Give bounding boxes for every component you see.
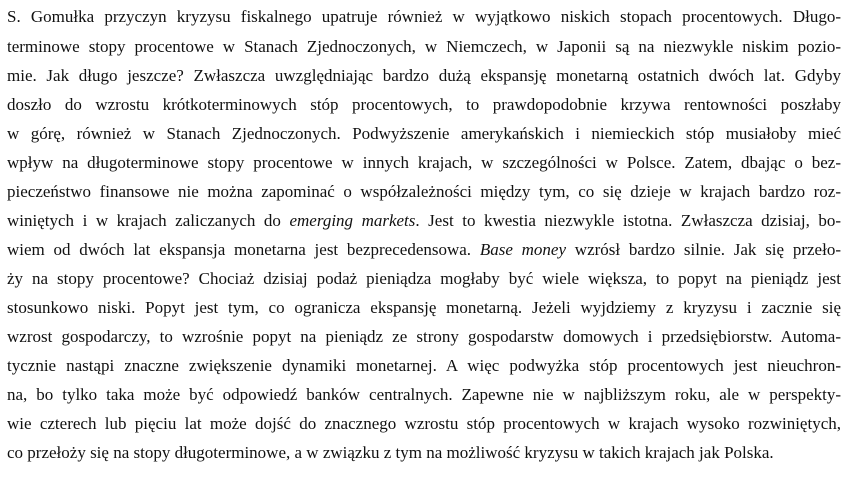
text-run: wzrósł bardzo silnie. Jak się przeło- — [566, 240, 841, 259]
text-line — [7, 409, 841, 439]
text-line — [7, 438, 841, 468]
text-run: mie. Jak długo jeszcze? Zwłaszcza uwzględniając bardzo dużą ekspansję monetarną ostatnich dwóch lat. Gdyby — [7, 66, 841, 85]
text-run-italic: Base money — [479, 240, 567, 259]
text-line — [7, 2, 841, 32]
text-line — [7, 206, 841, 236]
text-run: wpływ na długoterminowe stopy procentowe w innych krajach, w szczególności w Polsce. Zatem, dbając o bez- — [7, 153, 841, 172]
text-line — [7, 264, 841, 294]
text-run: winiętych i w krajach zaliczanych do — [7, 211, 290, 230]
text-line — [7, 61, 841, 91]
text-line — [7, 148, 841, 178]
text-line — [7, 351, 841, 381]
text-line — [7, 119, 841, 149]
text-run: na, bo tylko taka może być odpowiedź banków centralnych. Zapewne nie w najbliższym roku, ale w perspekty- — [7, 385, 841, 404]
text-line — [7, 322, 841, 352]
text-run: w górę, również w Stanach Zjednoczonych. Podwyższenie amerykańskich i niemieckich stóp musiałoby mieć — [7, 124, 841, 143]
text-line — [7, 177, 841, 207]
text-run: . Jest to kwestia niezwykle istotna. Zwłaszcza dzisiaj, bo- — [415, 211, 842, 230]
text-run: wiem od dwóch lat ekspansja monetarna jest bezprecedensowa. — [7, 240, 480, 259]
text-run: pieczeństwo finansowe nie można zapominać o współzależności między tym, co się dzieje w krajach bardzo roz- — [7, 182, 841, 201]
text-line — [7, 380, 841, 410]
text-run: doszło do wzrostu krótkoterminowych stóp procentowych, to prawdopodobnie krzywa rentowności poszłaby — [7, 95, 841, 114]
text-run: wie czterech lub pięciu lat może dojść do znacznego wzrostu stóp procentowych w krajach wysoko rozwiniętych, — [7, 414, 841, 433]
text-line — [7, 293, 841, 323]
text-run: wzrost gospodarczy, to wzrośnie popyt na pieniądz ze strony gospodarstw domowych i przedsiębiorstw. Automa- — [7, 327, 841, 346]
text-run: S. Gomułka przyczyn kryzysu fiskalnego upatruje również w wyjątkowo niskich stopach procentowych. Długo- — [7, 7, 841, 26]
text-line — [7, 90, 841, 120]
text-run: tycznie nastąpi znaczne zwiększenie dynamiki monetarnej. A więc podwyżka stóp procentowych jest nieuchron- — [7, 356, 841, 375]
text-run-italic: emerging markets — [289, 211, 416, 230]
text-line — [7, 235, 841, 265]
text-run: ży na stopy procentowe? Chociaż dzisiaj podaż pieniądza mogłaby być wiele większa, to popyt na pieniądz jest — [7, 269, 841, 288]
text-run: co przełoży się na stopy długoterminowe, a w związku z tym na możliwość kryzysu w takich krajach jak Polska. — [7, 443, 774, 462]
text-run: terminowe stopy procentowe w Stanach Zjednoczonych, w Niemczech, w Japonii są na niezwykle niskim pozio- — [7, 37, 841, 56]
text-run: stosunkowo niski. Popyt jest tym, co ogranicza ekspansję monetarną. Jeżeli wyjdziemy z kryzysu i zacznie się — [7, 298, 841, 317]
text-line — [7, 32, 841, 62]
